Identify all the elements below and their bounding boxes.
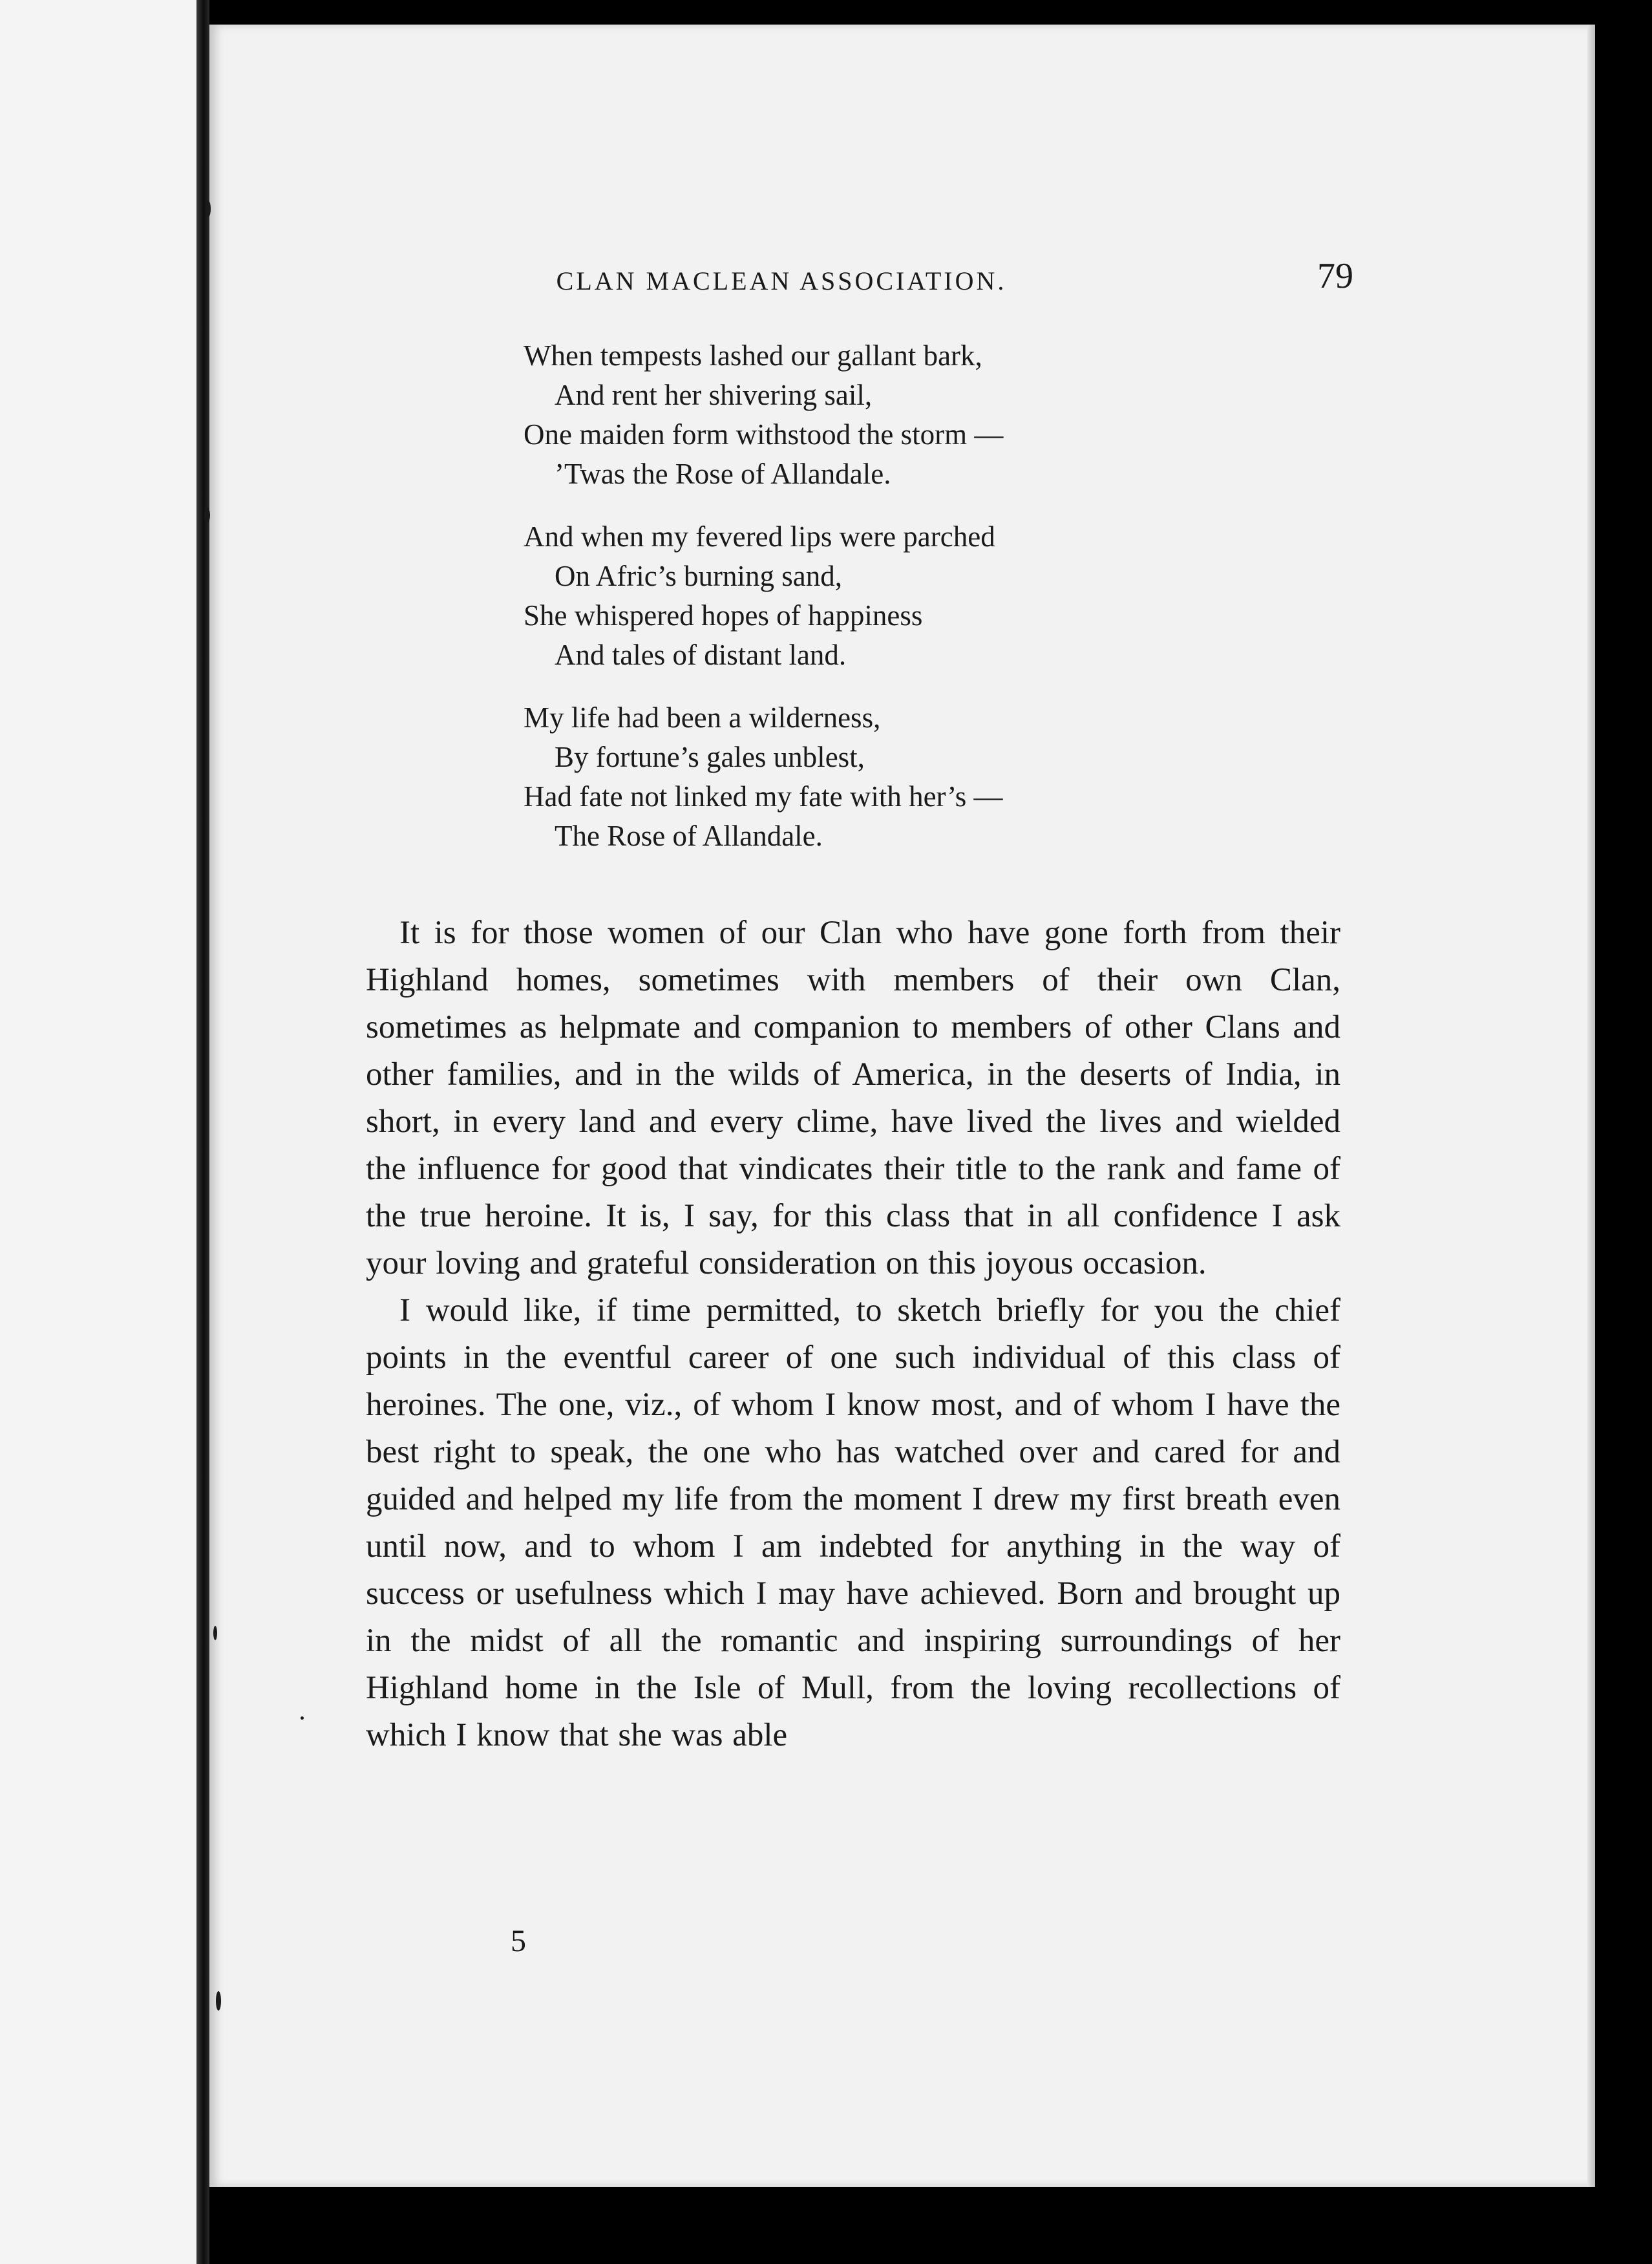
page-right-edge [1587, 25, 1595, 2187]
verse-line: And rent her shivering sail, [555, 379, 873, 411]
poem [524, 336, 1170, 879]
verse-line: And when my fevered lips were parched [524, 520, 995, 553]
body-paragraph: I would like, if time permitted, to sketch briefly for you the chief points in the eventful career of one such individual of this class of heroines. The one, viz., of whom I know most, and of whom I have the best right to speak, the one who has watched over and cared for and guided and helped my life from the moment I drew my first breath even until now, and to whom I am indebted for anything in the way of success or usefulness which I may have achieved. Born and brought up in the midst of all the romantic and inspiring surroundings of her Highland home in the Isle of Mull, from the loving recollections of which I know that she was able [366, 1292, 1340, 1753]
verse-line: Had fate not linked my fate with her’s — [524, 780, 1003, 813]
verse-line: On Afric’s burning sand, [555, 560, 842, 592]
verse-line: And tales of distant land. [555, 639, 847, 671]
poem-stanza [524, 336, 1170, 494]
signature-mark: 5 [511, 1924, 526, 1958]
verse-line: ’Twas the Rose of Allandale. [555, 458, 891, 490]
prose-body [366, 910, 1340, 1759]
scan-speck [204, 507, 210, 523]
poem-stanza [524, 698, 1170, 856]
verse-line: She whispered hopes of happiness [524, 599, 923, 632]
running-head-title: CLAN MACLEAN ASSOCIATION. [556, 266, 1007, 295]
scan-speck [213, 1626, 217, 1640]
poem-stanza [524, 517, 1170, 675]
verse-line: My life had been a wilderness, [524, 701, 881, 734]
book-gutter [196, 0, 209, 2264]
verse-line: The Rose of Allandale. [555, 820, 823, 852]
scan-speck [301, 1716, 304, 1720]
running-head [410, 246, 1353, 324]
scan-speck [206, 200, 211, 217]
verse-line: When tempests lashed our gallant bark, [524, 339, 982, 372]
page-number: 79 [1317, 256, 1353, 296]
verse-line: One maiden form withstood the storm — [524, 418, 1004, 451]
verse-line: By fortune’s gales unblest, [555, 741, 865, 773]
scan-speck [216, 1991, 221, 2011]
facing-page-edge [0, 0, 198, 2264]
body-paragraph: It is for those women of our Clan who have gone forth from their Highland homes, sometimes with members of their own Clan, sometimes as helpmate and companion to members of other Clans and other families, and in the wilds of America, in the deserts of India, in short, in every land and every clime, have lived the lives and wielded the influence for good that vindicates their title to the rank and fame of the true heroine. It is, I say, for this class that in all confidence I ask your loving and grateful consideration on this joyous occasion. [366, 915, 1340, 1281]
